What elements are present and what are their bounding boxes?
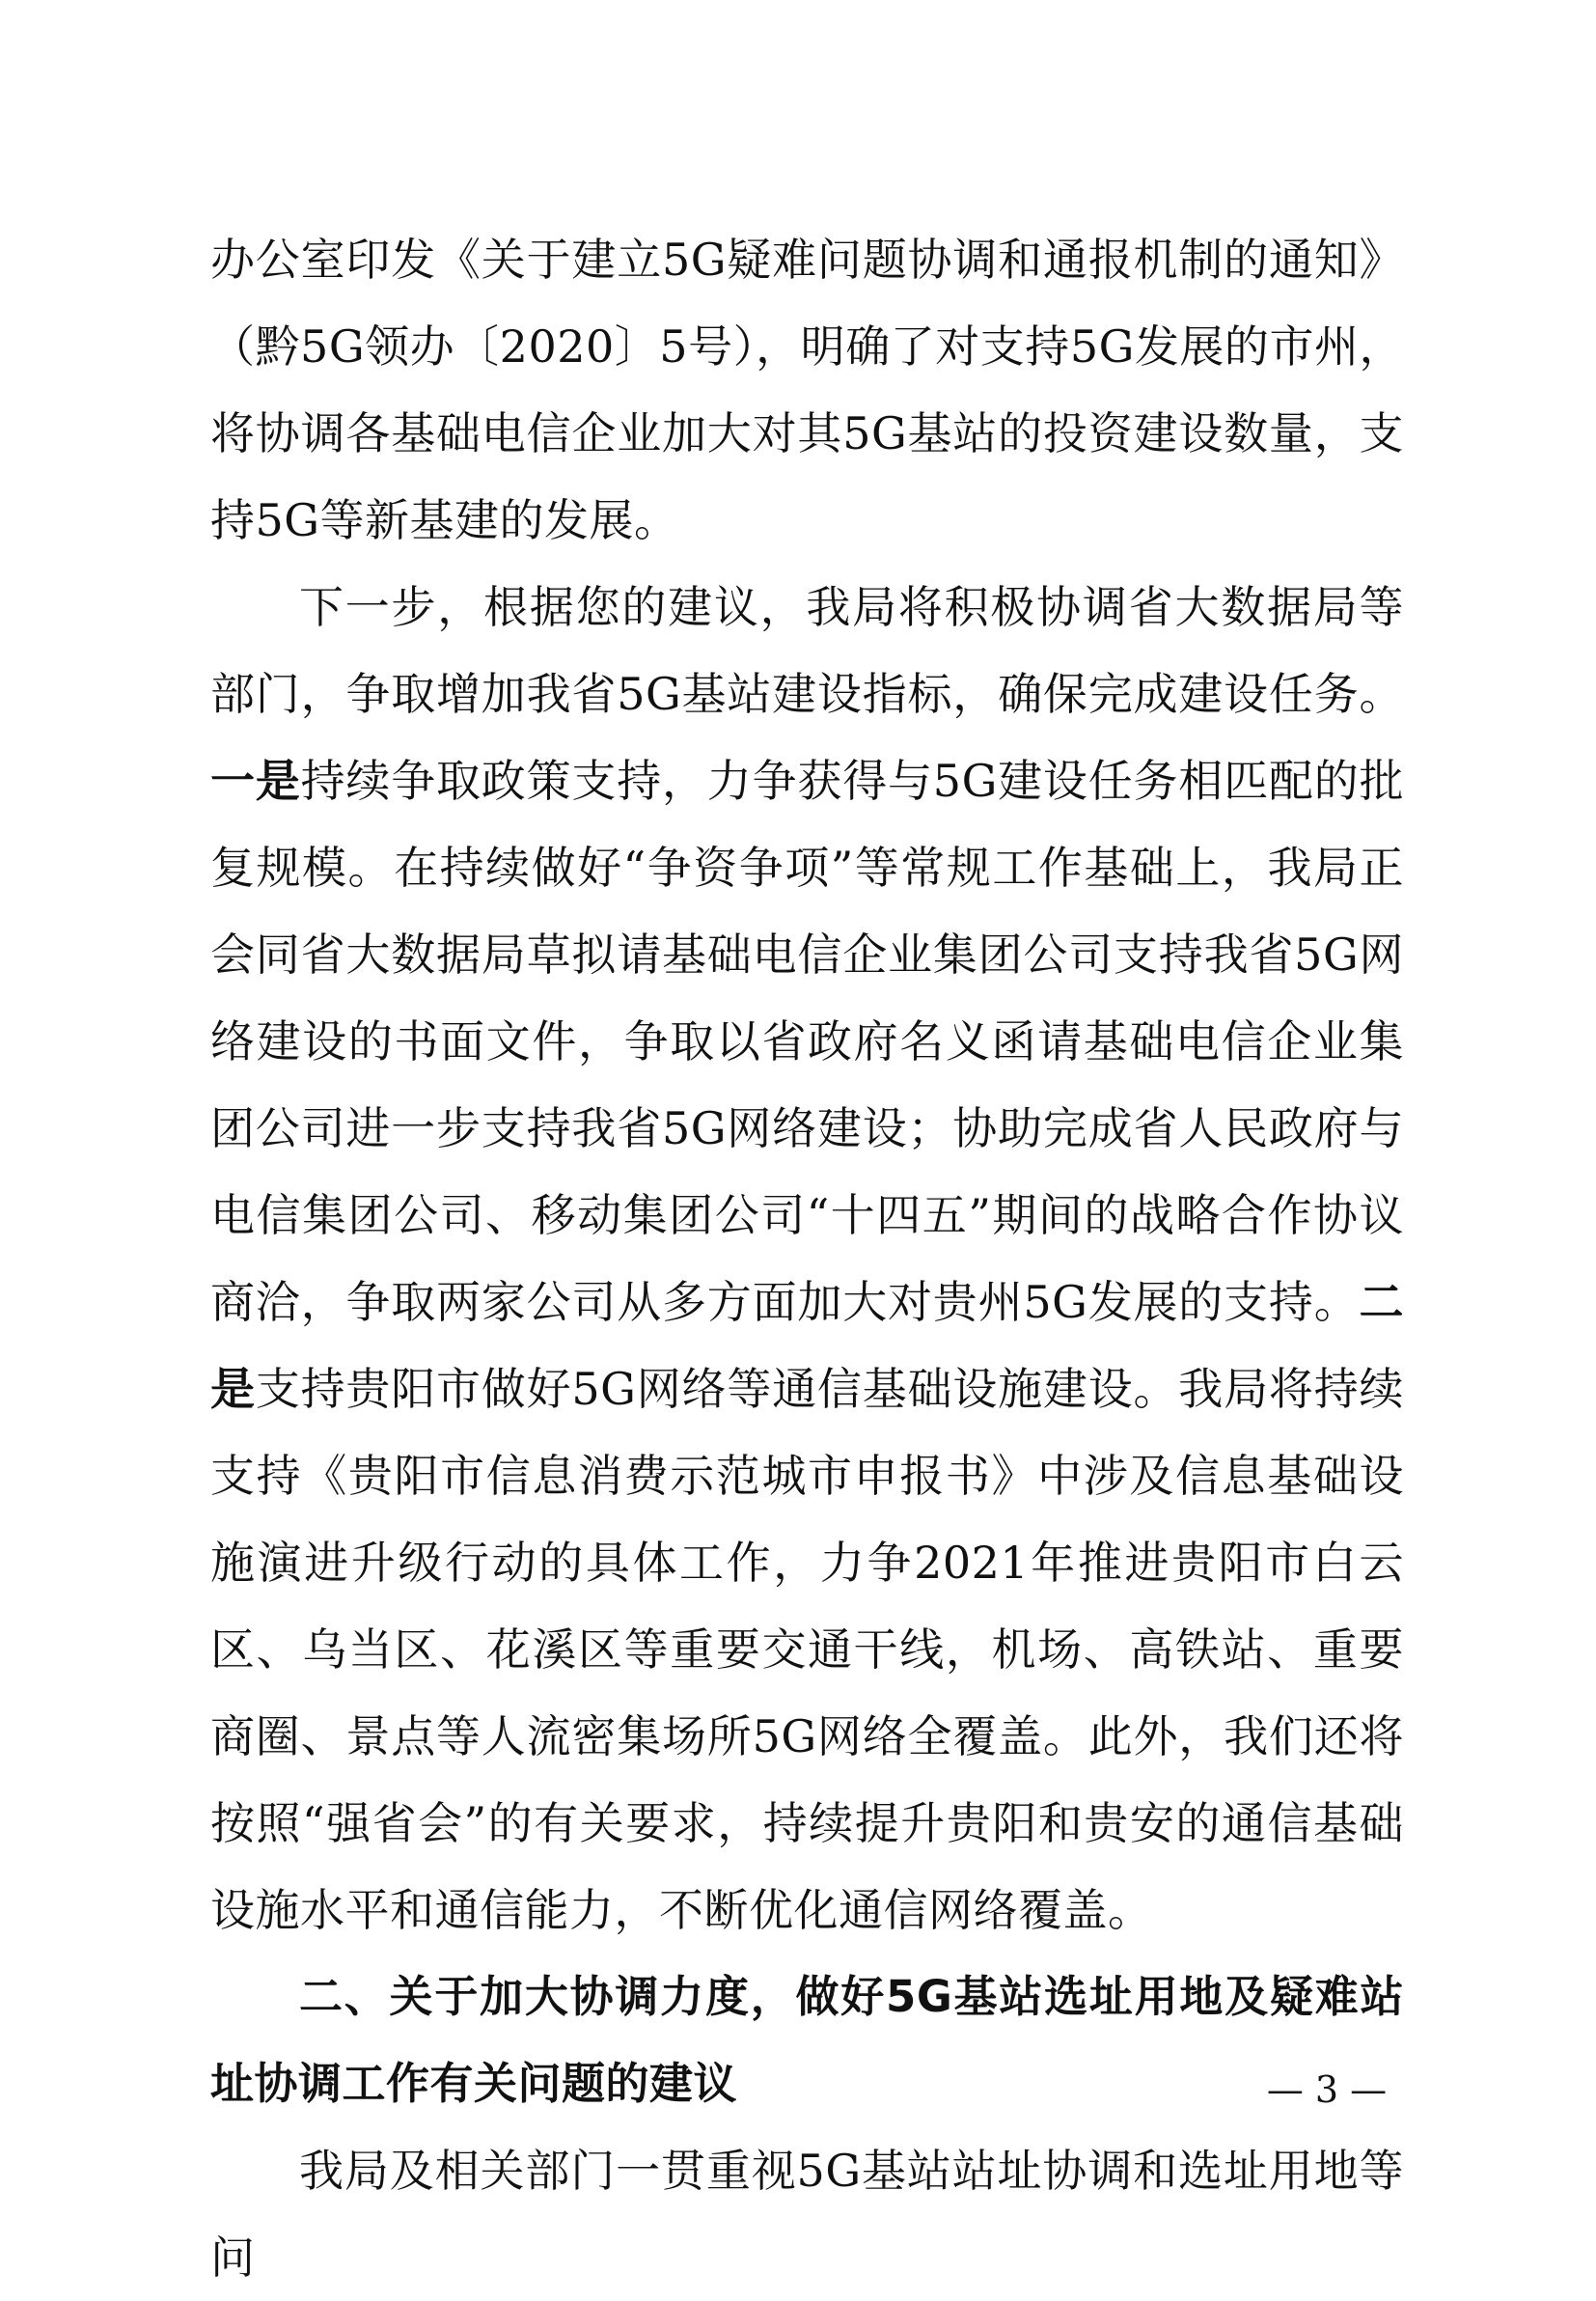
point-1-label: 一是 — [210, 755, 301, 807]
point-1-text: 持续争取政策支持，力争获得与5G建设任务相匹配的批复规模。在持续做好“争资争项”等常规工作基础上，我局正会同省大数据局草拟请基础电信企业集团公司支持我省5G网络建设的书面文件，争取以省政府名义函请基础电信企业集团公司进一步支持我省5G网络建设；协助完成省人民政府与电信集团公司、移动集团公司“十四五”期间的战略合作协议商洽，争取两家公司从多方面加大对贵州5G发展的支持。 — [210, 755, 1405, 1328]
point-2-label: 二是 — [210, 1276, 1404, 1415]
page-number: — 3 — — [1266, 2068, 1388, 2111]
paragraph-next-steps — [210, 564, 1404, 1954]
document-body — [210, 216, 1404, 2301]
paragraph-3-text: 我局及相关部门一贯重视5G基站站址协调和选址用地等问 — [210, 2145, 1404, 2284]
paragraph-1-text: 办公室印发《关于建立5G疑难问题协调和通报机制的通知》（黔5G领办〔2020〕5号），明确了对支持5G发展的市州，将协调各基础电信企业加大对其5G基站的投资建设数量，支持5G等新基建的发展。 — [210, 234, 1404, 546]
paragraph-site-coordination — [210, 2127, 1404, 2301]
paragraph-continued — [210, 216, 1404, 564]
point-2-text: 支持贵阳市做好5G网络等通信基础设施建设。我局将持续支持《贵阳市信息消费示范城市申报书》中涉及信息基础设施演进升级行动的具体工作，力争2021年推进贵阳市白云区、乌当区、花溪区等重要交通干线，机场、高铁站、重要商圈、景点等人流密集场所5G网络全覆盖。此外，我们还将按照“强省会”的有关要求，持续提升贵阳和贵安的通信基础设施水平和通信能力，不断优化通信网络覆盖。 — [210, 1363, 1405, 1936]
section-heading-2 — [210, 1954, 1404, 2127]
section-heading-2-text: 二、关于加大协调力度，做好5G基站选址用地及疑难站址协调工作有关问题的建议 — [210, 1971, 1404, 2109]
next-steps-intro: 下一步，根据您的建议，我局将积极协调省大数据局等部门，争取增加我省5G基站建设指标，确保完成建设任务。 — [210, 581, 1404, 720]
